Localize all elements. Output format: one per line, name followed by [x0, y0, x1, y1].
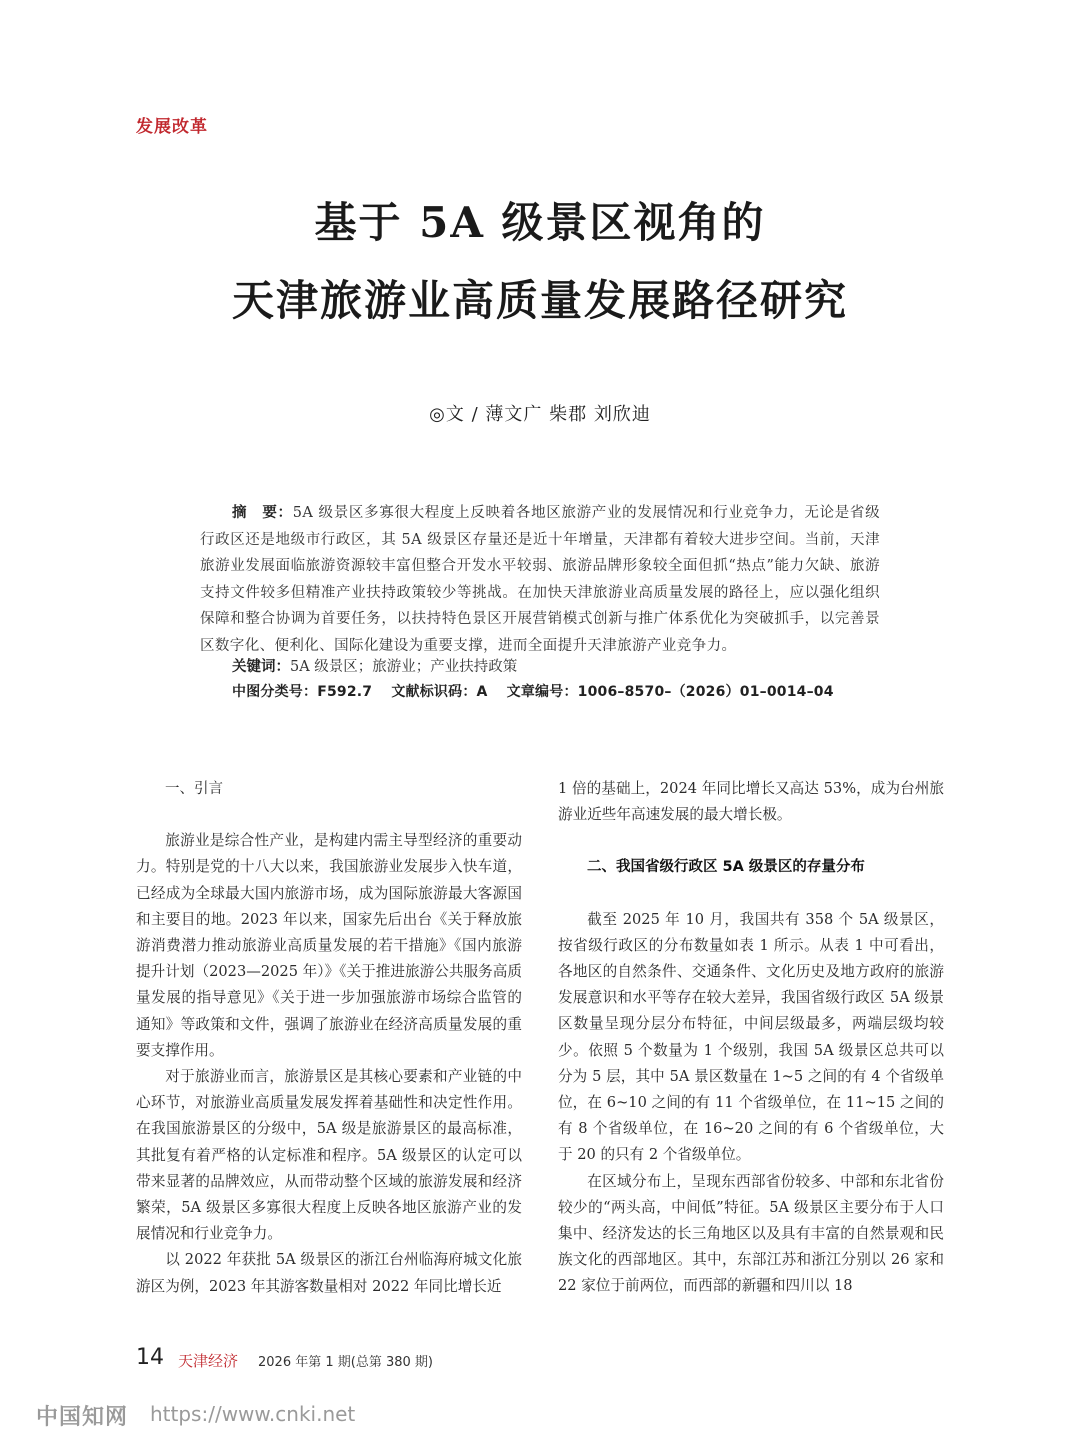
journal-name: 天津经济: [178, 1352, 239, 1370]
article-title-line-1: 基于 5A 级景区视角的: [314, 198, 766, 247]
cnki-watermark-logo: 中国知网: [36, 1405, 129, 1430]
abstract-block: [200, 500, 880, 659]
body-paragraph: 旅游业是综合性产业，是构建内需主导型经济的重要动力。特别是党的十八大以来，我国旅游业发展步入快车道，已经成为全球最大国内旅游市场，成为国际旅游最大客源国和主要目的地。2023 年以来，国家先后出台《关于释放旅游消费潜力推动旅游业高质量发展的若干措施》《国内旅游提升计划（2023—2025 年）》《关于推进旅游公共服务高质量发展的指导意见》《关于进一步加强旅游市场综合监管的通知》等政策和文件，强调了旅游业在经济高质量发展的重要支撑作用。: [136, 832, 522, 1059]
clc-number: 中图分类号：F592.7: [232, 684, 373, 700]
abstract-label: 摘 要：: [232, 505, 293, 521]
section-heading-distribution: 二、我国省级行政区 5A 级景区的存量分布: [587, 859, 865, 876]
right-column: [558, 776, 944, 1300]
left-column: [136, 776, 522, 1300]
keywords-line: [232, 655, 517, 676]
section-heading-introduction: 一、引言: [165, 781, 223, 797]
article-title-line-2: 天津旅游业高质量发展路径研究: [231, 276, 848, 325]
body-paragraph: 在区域分布上，呈现东西部省份较多、中部和东北省份较少的“两头高，中间低”特征。5A 级景区主要分布于人口集中、经济发达的长三角地区以及具有丰富的自然景观和民族文化的西部地区。其中，东部江苏和浙江分别以 26 家和 22 家位于前两位，而西部的新疆和四川以 18: [558, 1172, 944, 1295]
authors-line: ◎文 / 薄文广 柴郡 刘欣迪: [429, 404, 651, 425]
page-number: 14: [136, 1345, 164, 1370]
body-paragraph: 以 2022 年获批 5A 级景区的浙江台州临海府城文化旅游区为例，2023 年其游客数量相对 2022 年同比增长近: [136, 1251, 522, 1295]
body-paragraph: 1 倍的基础上，2024 年同比增长又高达 53%，成为台州旅游业近些年高速发展的最大增长极。: [558, 780, 944, 824]
keywords-label: 关键词：: [232, 659, 290, 675]
keywords-text: 5A 级景区；旅游业；产业扶持政策: [290, 659, 518, 675]
article-number: 文章编号：1006–8570–（2026）01–0014–04: [506, 684, 834, 700]
body-paragraph: 截至 2025 年 10 月，我国共有 358 个 5A 级景区，按省级行政区的分布数量如表 1 所示。从表 1 中可看出，各地区的自然条件、交通条件、文化历史及地方政府的旅游发展意识和水平等存在较大差异，我国省级行政区 5A 级景区数量呈现分层分布特征，中间层级最多，两端层级均较少。依照 5 个数量为 1 个级别，我国 5A 级景区总共可以分为 5 层，其中 5A 景区数量在 1~5 之间的有 4 个省级单位，在 6~10 之间的有 11 个省级单位，在 11~15 之间的有 8 个省级单位，在 16~20 之间的有 6 个省级单位，大于 20 的只有 2 个省级单位。: [558, 910, 944, 1164]
abstract-paragraph: [200, 500, 880, 659]
abstract-text: 5A 级景区多寡很大程度上反映着各地区旅游产业的发展情况和行业竞争力，无论是省级行政区还是地级市行政区，其 5A 级景区存量还是近十年增量，天津都有着较大进步空间。当前，天津旅游业发展面临旅游资源较丰富但整合开发水平较弱、旅游品牌形象较全面但抓“热点”能力欠缺、旅游支持文件较多但精准产业扶持政策较少等挑战。在加快天津旅游业高质量发展的路径上，应以强化组织保障和整合协调为首要任务，以扶持特色景区开展营销模式创新与推广体系优化为突破抓手，以完善景区数字化、便利化、国际化建设为重要支撑，进而全面提升天津旅游产业竞争力。: [200, 505, 880, 654]
cnki-watermark-url: https://www.cnki.net: [150, 1402, 356, 1426]
body-paragraph: 对于旅游业而言，旅游景区是其核心要素和产业链的中心环节，对旅游业高质量发展发挥着基础性和决定性作用。在我国旅游景区的分级中，5A 级是旅游景区的最高标准，其批复有着严格的认定标准和程序。5A 级景区的认定可以带来显著的品牌效应，从而带动整个区域的旅游发展和经济繁荣，5A 级景区多寡很大程度上反映各地区旅游产业的发展情况和行业竞争力。: [136, 1068, 522, 1243]
spacer: [558, 828, 944, 854]
document-code: 文献标识码：A: [391, 684, 488, 700]
classification-line: [232, 681, 848, 701]
section-tag: 发展改革: [136, 117, 208, 137]
issue-info: 2026 年第 1 期(总第 380 期): [258, 1355, 433, 1370]
